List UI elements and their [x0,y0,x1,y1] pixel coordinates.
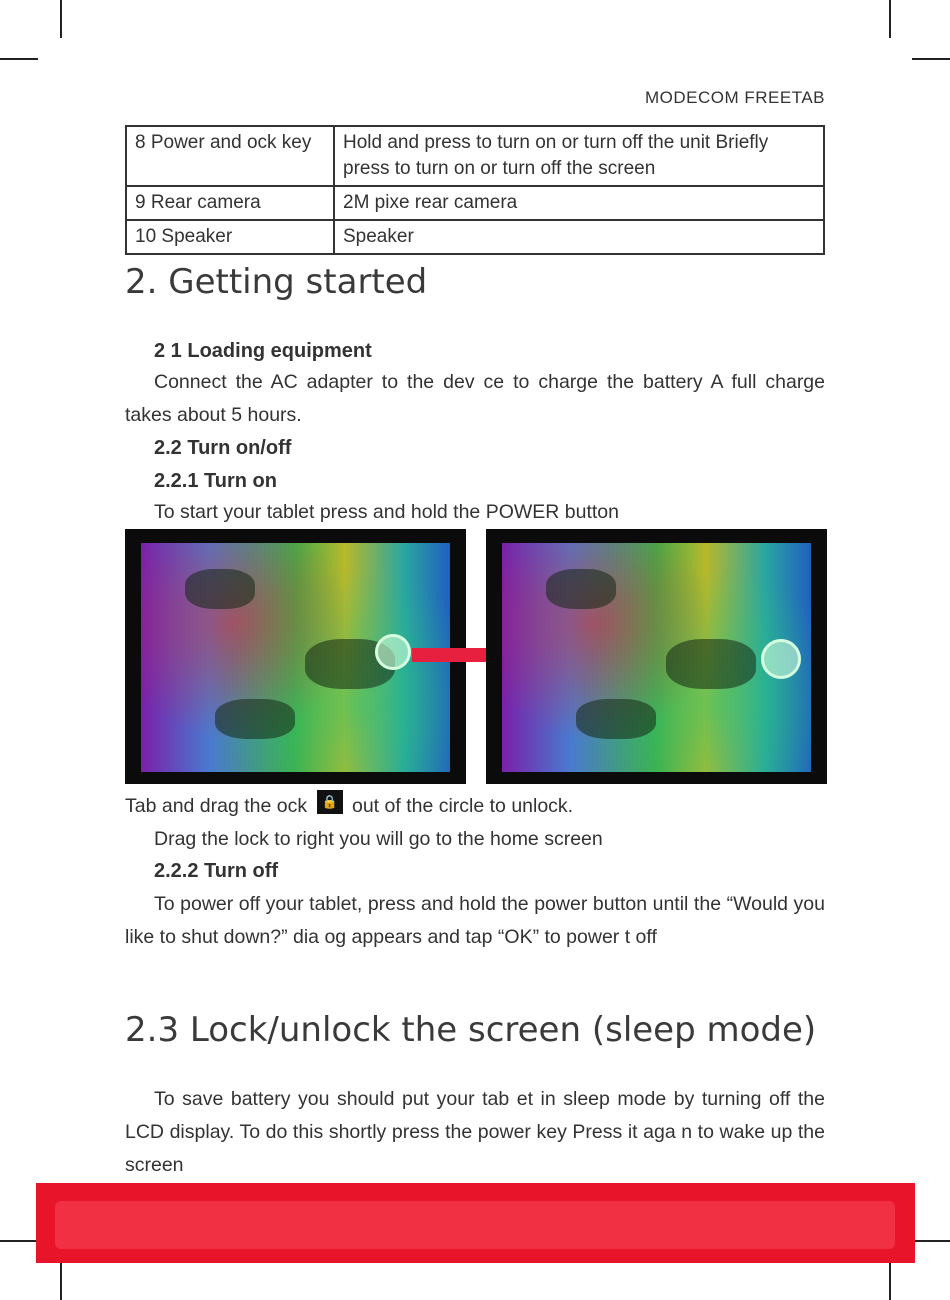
section-heading-lock-unlock: 2.3 Lock/unlock the screen (sleep mode) [125,1010,817,1050]
table-cell-description: Speaker [334,220,824,254]
section-heading-getting-started: 2. Getting started [125,262,428,302]
unlock-text-after: out of the circle to unlock. [351,795,574,817]
table-cell-item: 9 Rear camera [126,186,334,220]
footer-band-highlight [55,1201,895,1249]
table-row [126,220,824,254]
wallpaper-shape [546,569,616,609]
paragraph-sleep-mode: To save battery you should put your tab et in sleep mode by turning off the LCD display. To do this shortly press the power key Press it aga n to wake up the screen [125,1088,825,1176]
lock-icon: 🔒 [317,790,343,814]
subheading-turn-on-off: 2.2 Turn on/off [154,437,292,459]
table-row [126,126,824,186]
table-cell-item: 8 Power and ock key [126,126,334,186]
crop-mark [889,1262,891,1300]
unlock-text-before: Tab and drag the ock [125,795,308,817]
spec-table [125,125,825,255]
paragraph-turn-off: To power off your tablet, press and hold the power button until the “Would you like to shut down?” dia og appears and tap “OK” to power t off [125,893,825,948]
lockscreen-image-right [486,529,827,784]
crop-mark [889,0,891,38]
table-cell-description: Hold and press to turn on or turn off the unit Briefly press to turn on or turn off the screen [334,126,824,186]
wallpaper-shape [185,569,255,609]
paragraph-drag: Drag the lock to right you will go to the home screen [154,828,603,850]
crop-mark [0,1240,38,1242]
table-cell-item: 10 Speaker [126,220,334,254]
unlock-circle [761,639,801,679]
wallpaper-shape [666,639,756,689]
subheading-turn-off: 2.2.2 Turn off [154,860,279,882]
subheading-turn-on: 2.2.1 Turn on [154,470,277,492]
wallpaper-shape [576,699,656,739]
crop-mark [912,58,950,60]
table-cell-description: 2M pixe rear camera [334,186,824,220]
table-row [126,186,824,220]
paragraph-loading-equipment: Connect the AC adapter to the dev ce to charge the battery A full charge takes about 5 hours. [125,371,825,426]
crop-mark [60,0,62,38]
page-header-brand: MODECOM FREETAB [644,88,825,107]
crop-mark [60,1262,62,1300]
crop-mark [0,58,38,60]
unlock-circle [375,634,411,670]
subheading-loading-equipment: 2 1 Loading equipment [154,340,372,362]
paragraph-unlock [125,790,825,823]
paragraph-turn-on: To start your tablet press and hold the POWER button [154,501,619,523]
wallpaper-shape [215,699,295,739]
crop-mark [912,1240,950,1242]
